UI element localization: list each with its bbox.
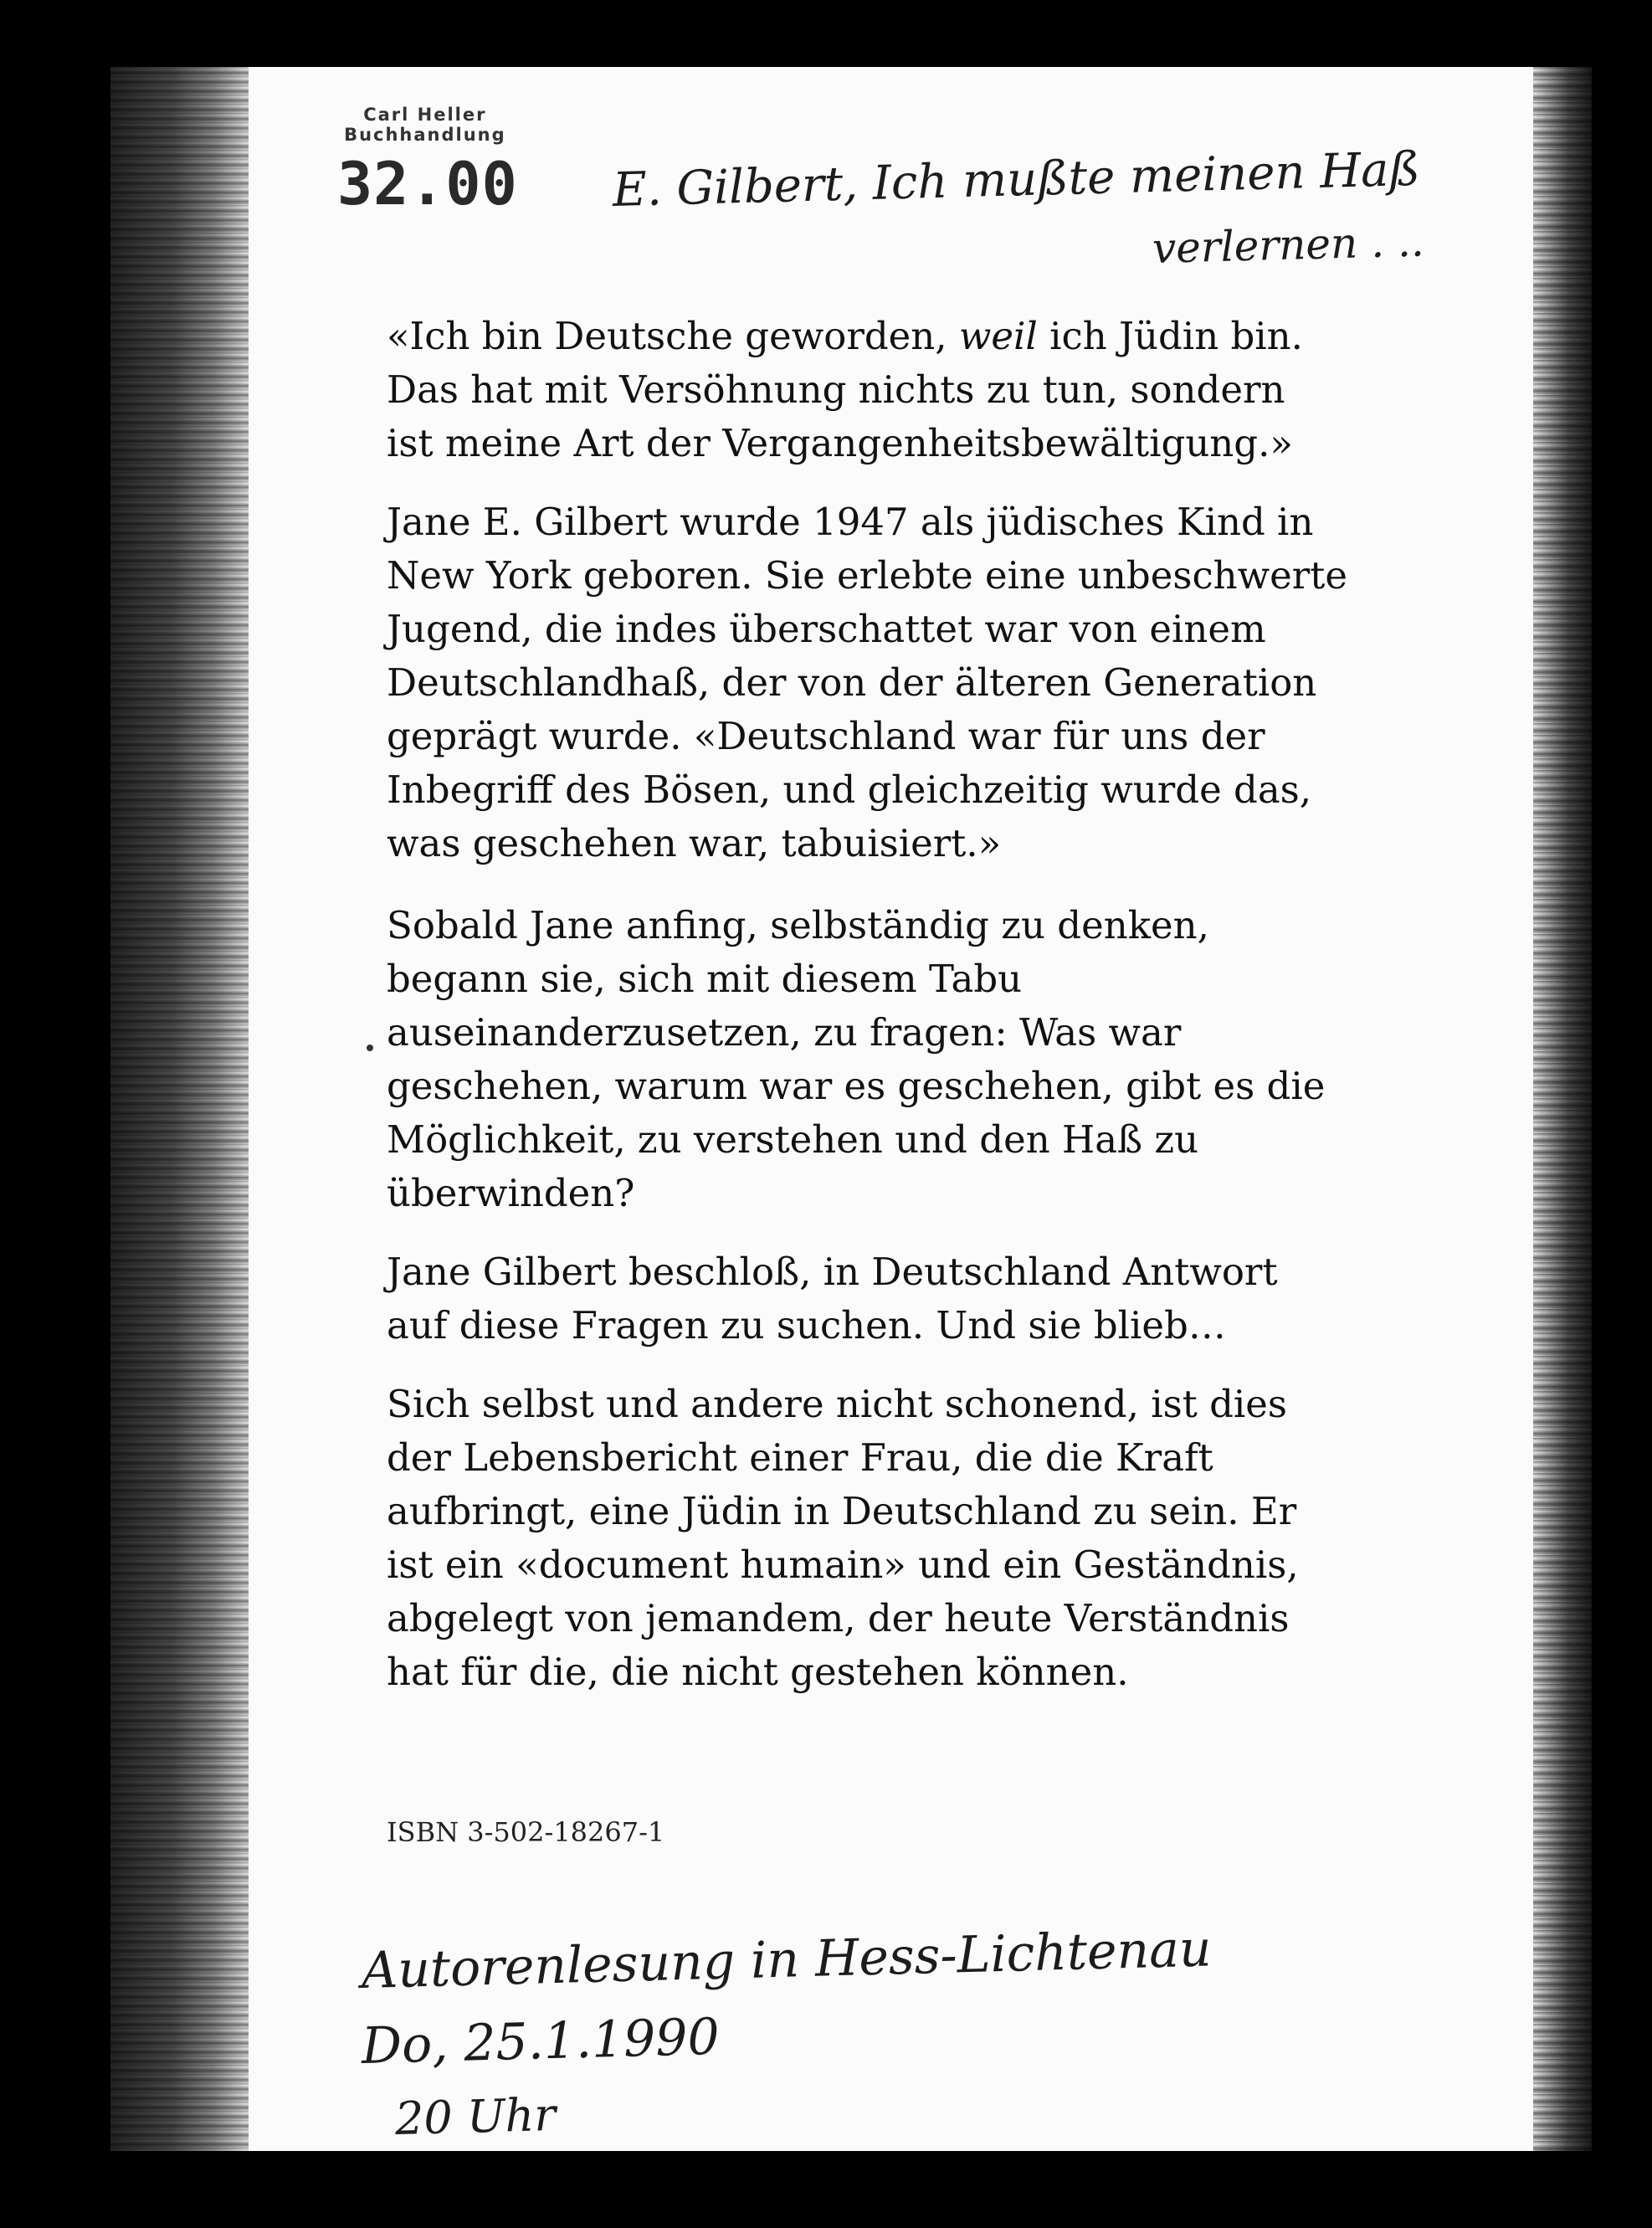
emphasized-word: weil — [958, 314, 1038, 358]
bookshop-price-stamp — [332, 105, 518, 218]
handwritten-event-note: Autorenlesung in Hess-Lichtenau — [361, 1919, 1213, 2000]
blurb-paragraph-2: Jane E. Gilbert wurde 1947 als jüdisches Kind in New York geboren. Sie erlebte eine unbeschwerte Jugend, die indes überschattet war von einem Deutschlandhaß, der von der älteren Generation geprägt wurde. «Deutschland war für uns der Inbegriff des Bösen, und gleichzeitig wurde das, was geschehen war, tabuisiert.» — [387, 500, 1348, 865]
handwritten-title-note: E. Gilbert, Ich mußte meinen Haß — [612, 141, 1421, 218]
document-page — [110, 67, 1592, 2151]
blurb-paragraph-3: Sobald Jane anfing, selbständig zu denken, begann sie, sich mit diesem Tabu auseinanderzusetzen, zu fragen: Was war geschehen, warum war es geschehen, gibt es die Möglichkeit, zu verstehen und den Haß zu überwinden? — [387, 903, 1326, 1215]
quote-line-1: «Ich bin Deutsche geworden, weil ich Jüdin bin. — [387, 314, 1303, 358]
handwritten-title-note-continued: verlernen . .. — [1152, 217, 1425, 273]
blurb-quote — [387, 310, 1349, 470]
isbn-number: ISBN 3-502-18267-1 — [387, 1816, 665, 1848]
blurb-paragraph-5: Sich selbst und andere nicht schonend, ist dies der Lebensbericht einer Frau, die die Kraft aufbringt, eine Jüdin in Deutschland zu sein. Er ist ein «document humain» und ein Geständnis, abgelegt von jemandem, der heute Verständnis hat für die, die nicht gestehen können. — [387, 1382, 1299, 1694]
blurb-paragraph-4: Jane Gilbert beschloß, in Deutschland Antwort auf diese Fragen zu suchen. Und sie blieb… — [387, 1250, 1278, 1348]
quote-line-2: Das hat mit Versöhnung nichts zu tun, sondern — [387, 367, 1285, 412]
book-blurb — [387, 310, 1349, 1724]
quote-line-3: ist meine Art der Vergangenheitsbewältigung.» — [387, 421, 1293, 465]
photocopy-shadow-left — [110, 67, 249, 2151]
handwritten-event-date: Do, 25.1.1990 — [361, 2007, 721, 2076]
stamp-shop-type: Buchhandlung — [344, 125, 506, 145]
handwritten-event-time: 20 Uhr — [394, 2087, 557, 2145]
photocopy-shadow-right — [1533, 67, 1592, 2151]
photocopy-speck — [367, 1045, 373, 1051]
stamp-price: 32.00 — [337, 150, 518, 218]
stamp-shop-name: Carl Heller — [363, 105, 487, 125]
